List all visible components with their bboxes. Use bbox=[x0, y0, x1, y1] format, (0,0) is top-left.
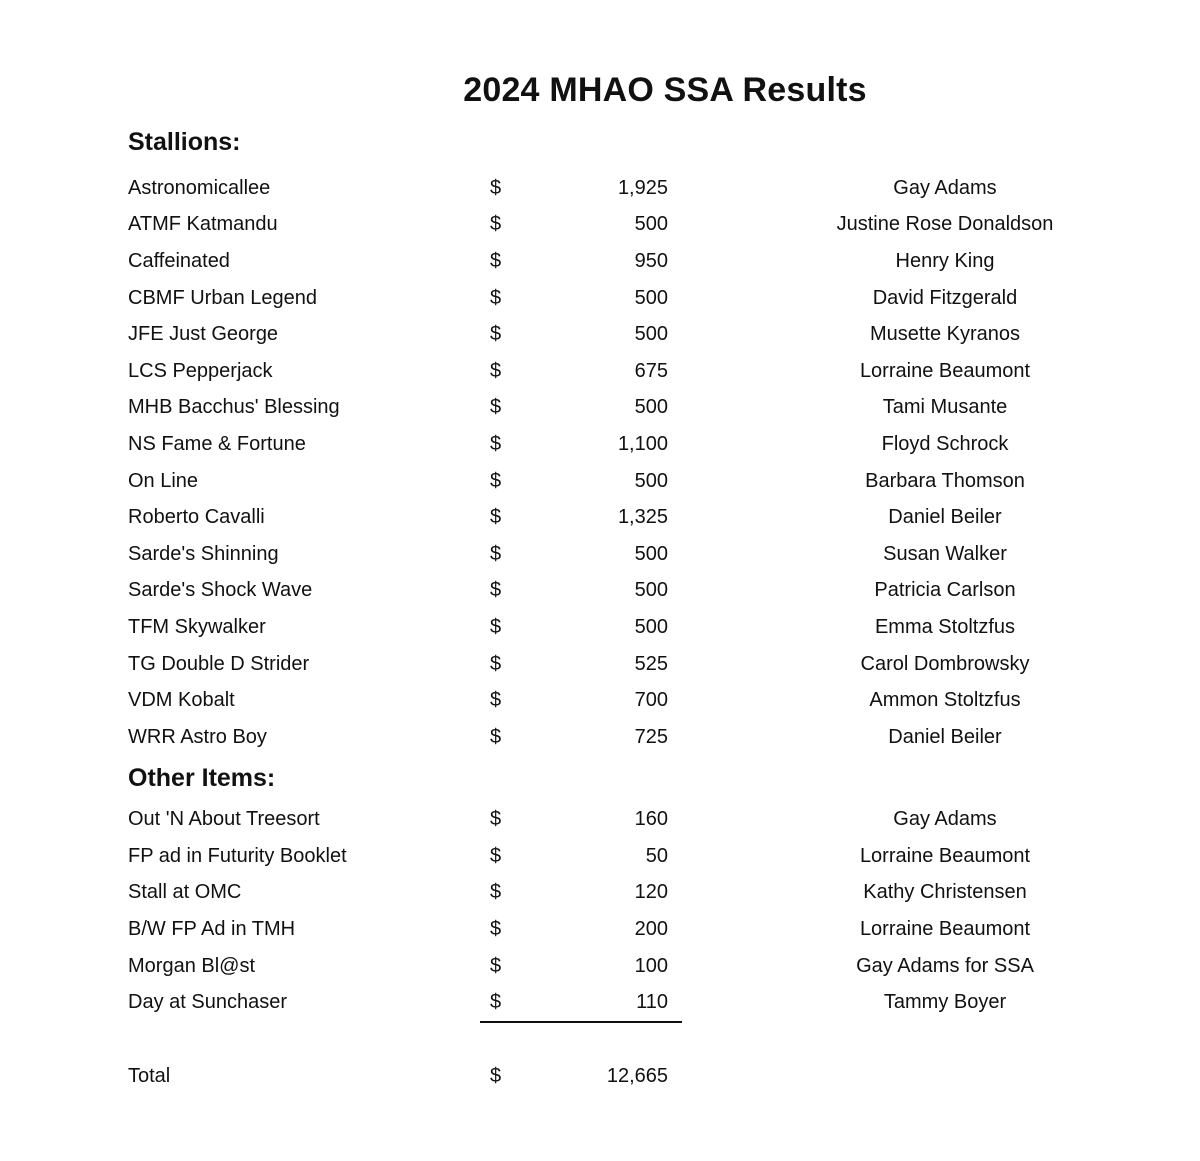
item-name: Astronomicallee bbox=[128, 176, 271, 199]
amount-value: 100 bbox=[634, 954, 668, 977]
buyer-name: Barbara Thomson bbox=[865, 469, 1025, 492]
buyer-name: David Fitzgerald bbox=[872, 286, 1018, 309]
buyer-name: Daniel Beiler bbox=[888, 506, 1002, 529]
item-name: Roberto Cavalli bbox=[128, 506, 265, 529]
amount-value: 500 bbox=[634, 396, 668, 419]
currency-symbol: $ bbox=[490, 432, 502, 455]
buyer-name: Floyd Schrock bbox=[881, 432, 1009, 455]
item-name: FP ad in Futurity Booklet bbox=[128, 844, 347, 867]
table-row bbox=[128, 243, 1200, 280]
amount-value: 675 bbox=[634, 359, 668, 382]
buyer-name: Lorraine Beaumont bbox=[859, 359, 1031, 382]
currency-symbol: $ bbox=[490, 359, 502, 382]
currency-symbol: $ bbox=[490, 954, 502, 977]
currency-symbol: $ bbox=[490, 213, 502, 236]
buyer-name: Tammy Boyer bbox=[883, 991, 1007, 1014]
currency-symbol: $ bbox=[490, 286, 502, 309]
table-row bbox=[128, 353, 1200, 390]
buyer-name: Ammon Stoltzfus bbox=[869, 689, 1021, 712]
amount-value: 725 bbox=[634, 725, 668, 748]
section-heading-other-items: Other Items: bbox=[128, 764, 276, 793]
currency-symbol: $ bbox=[490, 918, 502, 941]
currency-symbol: $ bbox=[490, 881, 502, 904]
item-name: VDM Kobalt bbox=[128, 689, 235, 712]
table-row bbox=[128, 316, 1200, 353]
table-row bbox=[128, 911, 1200, 948]
item-name: TG Double D Strider bbox=[128, 652, 310, 675]
buyer-name: Emma Stoltzfus bbox=[874, 615, 1016, 638]
item-name: NS Fame & Fortune bbox=[128, 432, 306, 455]
table-row bbox=[128, 609, 1200, 646]
table-row bbox=[128, 948, 1200, 985]
amount-value: 700 bbox=[634, 689, 668, 712]
buyer-name: Susan Walker bbox=[883, 542, 1007, 565]
buyer-name: Lorraine Beaumont bbox=[859, 918, 1031, 941]
currency-symbol: $ bbox=[490, 844, 502, 867]
item-name: Sarde's Shinning bbox=[128, 542, 279, 565]
currency-symbol: $ bbox=[490, 506, 502, 529]
currency-symbol: $ bbox=[490, 689, 502, 712]
buyer-name: Gay Adams bbox=[893, 176, 997, 199]
amount-value: 500 bbox=[634, 469, 668, 492]
buyer-name: Daniel Beiler bbox=[888, 725, 1002, 748]
table-row bbox=[128, 499, 1200, 536]
currency-symbol: $ bbox=[490, 469, 502, 492]
buyer-name bbox=[668, 1058, 1200, 1095]
table-row bbox=[128, 801, 1200, 838]
item-name: ATMF Katmandu bbox=[128, 213, 278, 236]
currency-symbol: $ bbox=[490, 1064, 502, 1087]
currency-symbol: $ bbox=[490, 579, 502, 602]
buyer-name: Musette Kyranos bbox=[869, 323, 1021, 346]
total-row bbox=[128, 1058, 1200, 1095]
amount-value: 500 bbox=[634, 542, 668, 565]
buyer-name: Tami Musante bbox=[882, 396, 1008, 419]
total-amount: 12,665 bbox=[606, 1064, 668, 1087]
amount-value: 950 bbox=[634, 249, 668, 272]
table-row bbox=[128, 682, 1200, 719]
item-name: Stall at OMC bbox=[128, 881, 242, 904]
item-name: LCS Pepperjack bbox=[128, 359, 273, 382]
buyer-name: Justine Rose Donaldson bbox=[836, 213, 1054, 236]
amount-value: 200 bbox=[634, 918, 668, 941]
item-name: JFE Just George bbox=[128, 323, 279, 346]
item-name: Sarde's Shock Wave bbox=[128, 579, 313, 602]
item-name: Day at Sunchaser bbox=[128, 991, 287, 1014]
amount-value: 1,325 bbox=[617, 506, 668, 529]
amount-value: 500 bbox=[634, 615, 668, 638]
item-name: On Line bbox=[128, 469, 199, 492]
currency-symbol: $ bbox=[490, 542, 502, 565]
amount-value: 110 bbox=[520, 984, 682, 1023]
currency-symbol: $ bbox=[490, 725, 502, 748]
item-name: MHB Bacchus' Blessing bbox=[128, 396, 340, 419]
buyer-name: Kathy Christensen bbox=[863, 881, 1027, 904]
table-row bbox=[128, 838, 1200, 875]
table-row bbox=[128, 572, 1200, 609]
item-name: WRR Astro Boy bbox=[128, 725, 267, 748]
buyer-name: Gay Adams for SSA bbox=[856, 954, 1034, 977]
table-row bbox=[128, 280, 1200, 317]
currency-symbol: $ bbox=[490, 323, 502, 346]
table-row bbox=[128, 206, 1200, 243]
item-name: TFM Skywalker bbox=[128, 615, 266, 638]
buyer-name: Carol Dombrowsky bbox=[860, 652, 1030, 675]
currency-symbol: $ bbox=[490, 652, 502, 675]
table-row bbox=[128, 389, 1200, 426]
item-name: Caffeinated bbox=[128, 249, 230, 272]
buyer-name: Henry King bbox=[895, 249, 995, 272]
buyer-name: Lorraine Beaumont bbox=[859, 844, 1031, 867]
amount-value: 500 bbox=[634, 286, 668, 309]
amount-value: 1,100 bbox=[617, 432, 668, 455]
amount-value: 160 bbox=[634, 808, 668, 831]
amount-value: 50 bbox=[645, 844, 668, 867]
item-name: Morgan Bl@st bbox=[128, 954, 256, 977]
currency-symbol: $ bbox=[490, 396, 502, 419]
amount-value: 500 bbox=[634, 323, 668, 346]
table-row bbox=[128, 646, 1200, 683]
table-row bbox=[128, 984, 1200, 1021]
buyer-name: Gay Adams bbox=[893, 808, 997, 831]
table-row bbox=[128, 426, 1200, 463]
currency-symbol: $ bbox=[490, 808, 502, 831]
amount-value: 525 bbox=[634, 652, 668, 675]
page-title: 2024 MHAO SSA Results bbox=[463, 71, 867, 109]
item-name: CBMF Urban Legend bbox=[128, 286, 317, 309]
amount-value: 1,925 bbox=[617, 176, 668, 199]
section-heading-stallions: Stallions: bbox=[128, 127, 241, 156]
amount-value: 120 bbox=[634, 881, 668, 904]
table-row bbox=[128, 463, 1200, 500]
table-row bbox=[128, 536, 1200, 573]
amount-value: 500 bbox=[634, 213, 668, 236]
buyer-name: Patricia Carlson bbox=[874, 579, 1016, 602]
item-name: Out 'N About Treesort bbox=[128, 808, 320, 831]
item-name: B/W FP Ad in TMH bbox=[128, 918, 296, 941]
currency-symbol: $ bbox=[490, 615, 502, 638]
total-label: Total bbox=[128, 1064, 171, 1087]
currency-symbol: $ bbox=[480, 984, 520, 1023]
currency-symbol: $ bbox=[490, 176, 502, 199]
table-row bbox=[128, 874, 1200, 911]
amount-value: 500 bbox=[634, 579, 668, 602]
table-row bbox=[128, 719, 1200, 756]
table-row bbox=[128, 170, 1200, 207]
document-content bbox=[128, 70, 1200, 1094]
currency-symbol: $ bbox=[490, 249, 502, 272]
